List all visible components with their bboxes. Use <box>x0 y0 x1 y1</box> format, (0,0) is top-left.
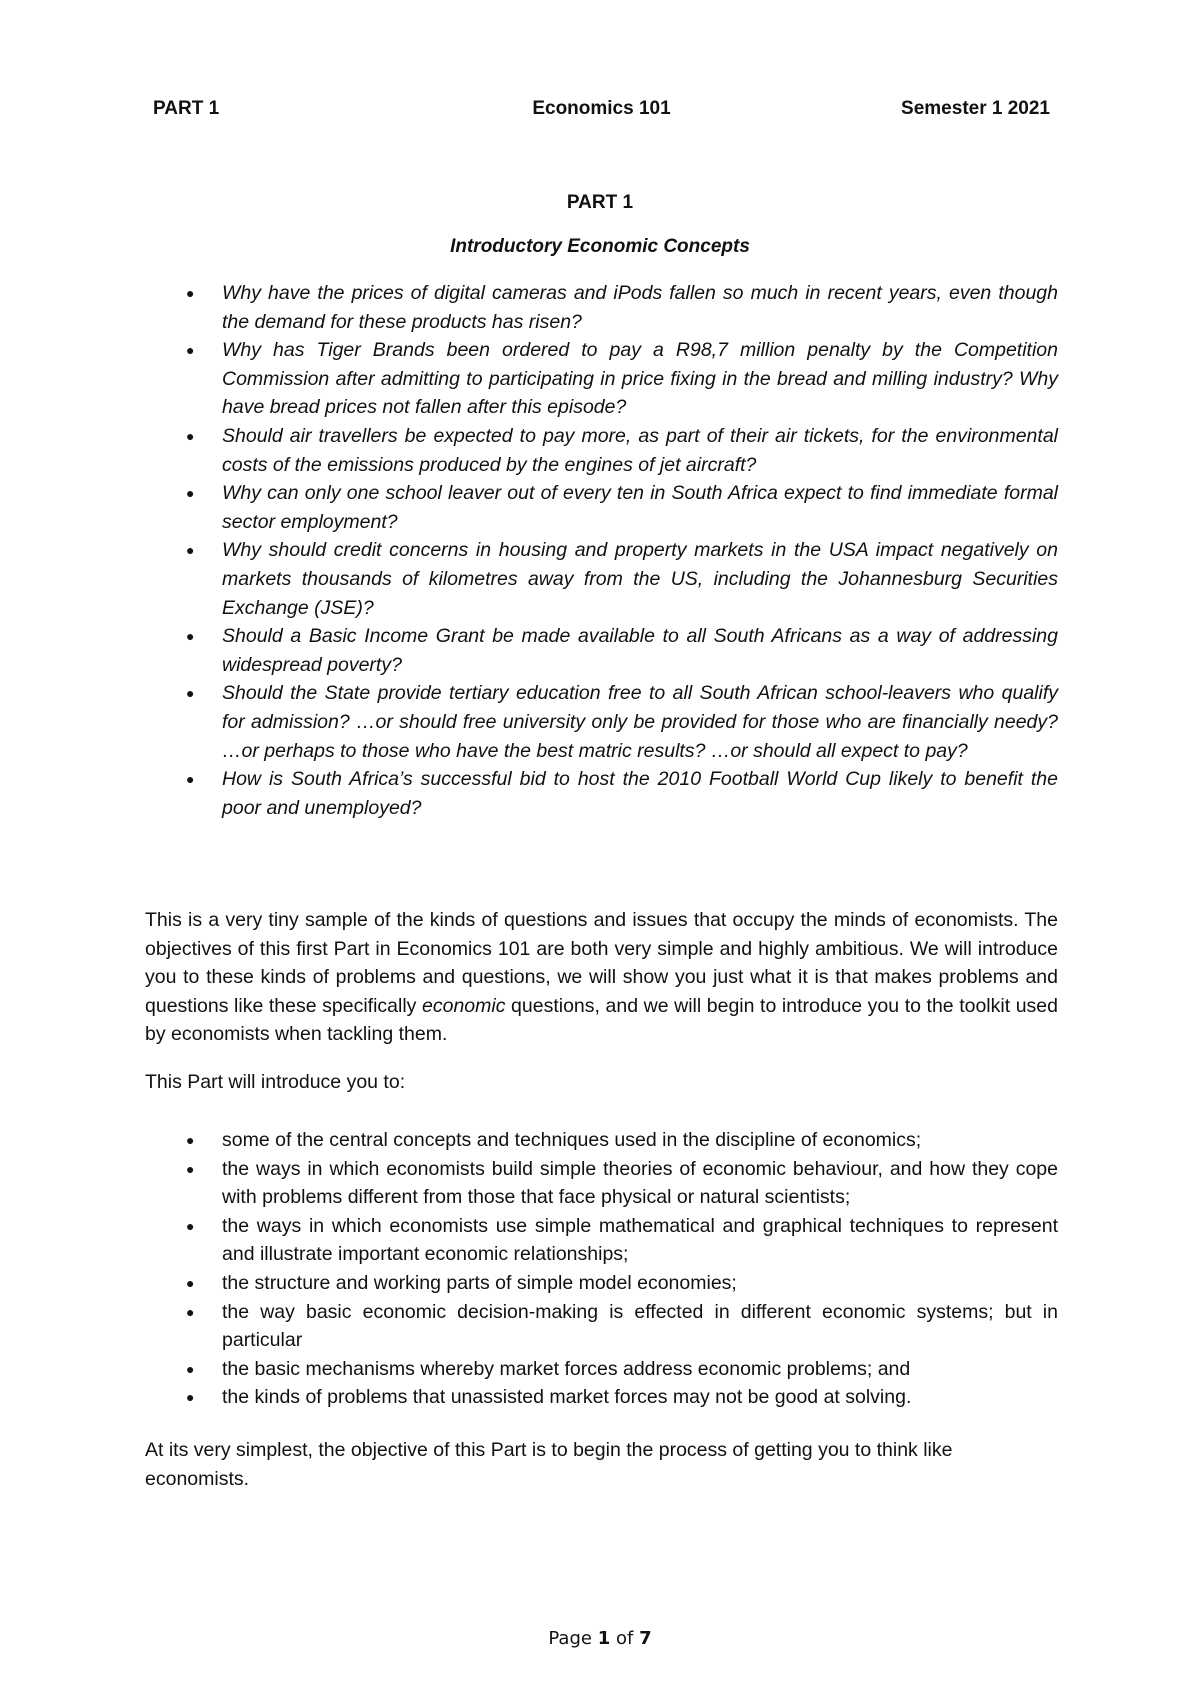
list-item <box>186 1298 1058 1355</box>
topic-text: the structure and working parts of simple model economies; <box>222 1271 737 1294</box>
footer-page-number: 1 <box>597 1628 611 1649</box>
header-course-title: Economics 101 <box>532 98 671 119</box>
list-item <box>186 479 1058 536</box>
bullet-icon: ● <box>186 1132 195 1148</box>
topic-list <box>186 1126 1058 1412</box>
bullet-icon: ● <box>186 1360 195 1377</box>
bullet-icon: ● <box>186 1217 195 1234</box>
list-item <box>186 765 1058 822</box>
list-item <box>186 536 1058 622</box>
header-semester: Semester 1 2021 <box>901 98 1050 119</box>
intro-emphasis: economic <box>422 994 506 1017</box>
topic-text: the way basic economic decision-making is effected in different economic systems; but in particular <box>222 1300 1058 1352</box>
bullet-icon: ● <box>186 485 195 502</box>
footer-page-word: Page <box>548 1628 592 1649</box>
bullet-icon: ● <box>186 685 195 702</box>
topics-lead: This Part will introduce you to: <box>145 1071 406 1093</box>
bullet-icon: ● <box>186 285 195 301</box>
question-text: Why has Tiger Brands been ordered to pay a R98,7 million penalty by the Competition Commission after admitting to participating in price fixing in the bread and milling industry? Why have bread prices not fallen after this episode? <box>222 339 1058 419</box>
bullet-icon: ● <box>186 427 195 444</box>
intro-paragraph <box>145 906 1058 1049</box>
bullet-icon: ● <box>186 1303 195 1320</box>
intro-text-start: This is a very tiny sample of the kinds of questions and issues that occupy the minds of economists. The objectives of this first Part in Economics 101 are both very simple and highly ambitious. We will introduce you to these kinds of problems and questions, we will show you just what it is that makes problems and questions like these specifically <box>145 909 1058 1017</box>
page-header <box>153 98 1050 128</box>
bullet-icon: ● <box>186 1389 195 1406</box>
question-list <box>186 279 1058 822</box>
bullet-icon: ● <box>186 1160 195 1177</box>
list-item <box>186 622 1058 679</box>
question-text: Why have the prices of digital cameras and iPods fallen so much in recent years, even though the demand for these products has risen? <box>222 282 1058 333</box>
question-text: Why can only one school leaver out of every ten in South Africa expect to find immediate formal sector employment? <box>222 482 1058 533</box>
section-subtitle: Introductory Economic Concepts <box>450 236 750 257</box>
question-text: Should the State provide tertiary education free to all South African school-leavers who qualify for admission? …or should free university only be provided for those who are financially needy? …or perhaps to those who have the best matric results? …or should all expect to pay? <box>222 682 1058 762</box>
list-item <box>186 1355 1058 1384</box>
page-footer <box>0 1628 1200 1649</box>
list-item <box>186 1155 1058 1212</box>
list-item <box>186 336 1058 422</box>
conclusion-paragraph: At its very simplest, the objective of this Part is to begin the process of getting you to think like economists. <box>145 1439 953 1490</box>
topic-text: the ways in which economists build simple theories of economic behaviour, and how they cope with problems different from those that face physical or natural scientists; <box>222 1157 1058 1209</box>
topic-text: the kinds of problems that unassisted market forces may not be good at solving. <box>222 1386 912 1409</box>
list-item <box>186 279 1058 336</box>
question-text: How is South Africa’s successful bid to host the 2010 Football World Cup likely to benefit the poor and unemployed? <box>222 768 1058 819</box>
question-text: Should air travellers be expected to pay more, as part of their air tickets, for the environmental costs of the emissions produced by the engines of jet aircraft? <box>222 424 1058 476</box>
footer-total-pages: 7 <box>639 1628 652 1649</box>
topic-text: some of the central concepts and techniques used in the discipline of economics; <box>222 1129 922 1151</box>
list-item <box>186 679 1058 765</box>
section-title: PART 1 <box>566 192 634 213</box>
bullet-icon: ● <box>186 1274 195 1291</box>
list-item <box>186 1212 1058 1269</box>
list-item <box>186 1126 1058 1155</box>
bullet-icon: ● <box>186 771 195 788</box>
topic-text: the ways in which economists use simple mathematical and graphical techniques to represent and illustrate important economic relationships; <box>222 1214 1058 1266</box>
intro-text-end: questions, and we will begin to introduce you to the toolkit used by economists when tackling them. <box>145 994 1058 1046</box>
topic-text: the basic mechanisms whereby market forces address economic problems; and <box>222 1357 911 1380</box>
question-text: Why should credit concerns in housing and property markets in the USA impact negatively on markets thousands of kilometres away from the US, including the Johannesburg Securities Exchange (JSE)? <box>222 539 1058 619</box>
list-item <box>186 1269 1058 1298</box>
header-part-label: PART 1 <box>153 98 220 119</box>
bullet-icon: ● <box>186 342 195 359</box>
bullet-icon: ● <box>186 542 195 559</box>
footer-of-word: of <box>615 1628 634 1649</box>
list-item <box>186 422 1058 479</box>
list-item <box>186 1383 1058 1412</box>
question-text: Should a Basic Income Grant be made available to all South Africans as a way of addressing widespread poverty? <box>222 625 1058 676</box>
bullet-icon: ● <box>186 628 195 645</box>
